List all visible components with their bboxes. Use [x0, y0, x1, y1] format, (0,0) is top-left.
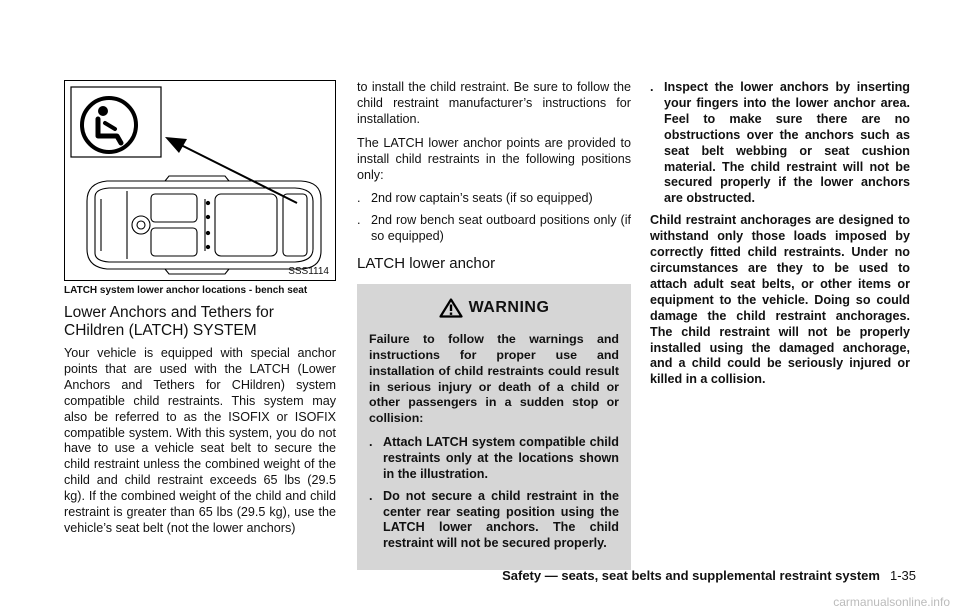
bullet-dot: . [650, 80, 654, 94]
figure-code: SSS1114 [288, 266, 329, 277]
positions-list [357, 191, 631, 245]
list-item: . 2nd row bench seat outboard positions only (if so equipped) [357, 213, 631, 244]
page-number: 1-35 [889, 568, 916, 583]
page-footer [502, 568, 916, 583]
list-item: . Inspect the lower anchors by inserting your fingers into the lower anchor area. Feel to make sure there are no obstructions over the anchors such as seat belt webbing or seat cushion material. The child restraint will not be secured properly if the lower anchors are obstructed. [650, 80, 910, 206]
bullet-dot: . [369, 488, 373, 503]
warning-list [369, 435, 619, 552]
vehicle-top-view-icon [87, 176, 321, 274]
middle-column [357, 80, 631, 570]
vehicle-diagram [65, 81, 335, 280]
figure-caption: LATCH system lower anchor locations - bench seat [64, 285, 308, 296]
right-column [650, 80, 910, 396]
latch-anchor-figure [64, 80, 336, 281]
inspect-list [650, 80, 910, 207]
list-item: . 2nd row captain’s seats (if so equipped) [357, 191, 593, 206]
bullet-dot: . [357, 191, 361, 206]
chapter-title: Safety — seats, seat belts and supplemental restraint system [502, 568, 880, 583]
bullet-dot: . [357, 213, 361, 228]
intro-paragraph: Your vehicle is equipped with special anchor points that are used with the LATCH (Lower Anchors and Tethers for CHildren) system compatible child restraints. This system may also be referred to as the ISOFIX or ISOFIX compatible system. With this system, you do not have to use a vehicle seat belt to secure the child restraint unless the combined weight of the child and child restraint exceeds 65 lbs (29.5 kg). If the combined weight of the child and child restraint is greater than 65 lbs (29.5 kg), use the vehicle’s seat belt (not the lower anchors) [64, 346, 336, 535]
warning-triangle-icon [439, 298, 463, 318]
warning-intro: Failure to follow the warnings and instructions for proper use and installation of child restraints could result in serious injury or death of a child or other passengers in a sudden stop or collision: [369, 332, 619, 426]
warning-box [357, 284, 631, 570]
warning-header [369, 298, 619, 318]
positions-paragraph: The LATCH lower anchor points are provided to install child restraints in the following positions only: [357, 135, 631, 182]
anchorage-paragraph: Child restraint anchorages are designed to withstand only those loads imposed by correctly fitted child restraints. Under no circumstances are they to be used to attach adult seat belts, or other items or equipment to the vehicle. Doing so could damage the child restraint anchorages. The child restraint will not be properly installed using the damaged anchorage, and a child could be seriously injured or killed in a collision. [650, 213, 910, 387]
list-item: . Attach LATCH system compatible child restraints only at the locations shown in the illustration. [369, 434, 619, 481]
list-item: . Do not secure a child restraint in the center rear seating position using the LATCH lower anchors. The child restraint will not be secured properly. [369, 488, 619, 551]
left-column [64, 80, 336, 545]
install-paragraph: to install the child restraint. Be sure to follow the child restraint manufacturer’s instructions for installation. [357, 80, 631, 126]
section-title: Lower Anchors and Tethers for CHildren (LATCH) SYSTEM [64, 304, 274, 339]
bullet-dot: . [369, 434, 373, 449]
warning-title: WARNING [468, 299, 550, 317]
subsection-title: LATCH lower anchor [357, 255, 496, 273]
watermark: carmanualsonline.info [833, 595, 950, 609]
pointer-arrow-icon [165, 137, 297, 203]
